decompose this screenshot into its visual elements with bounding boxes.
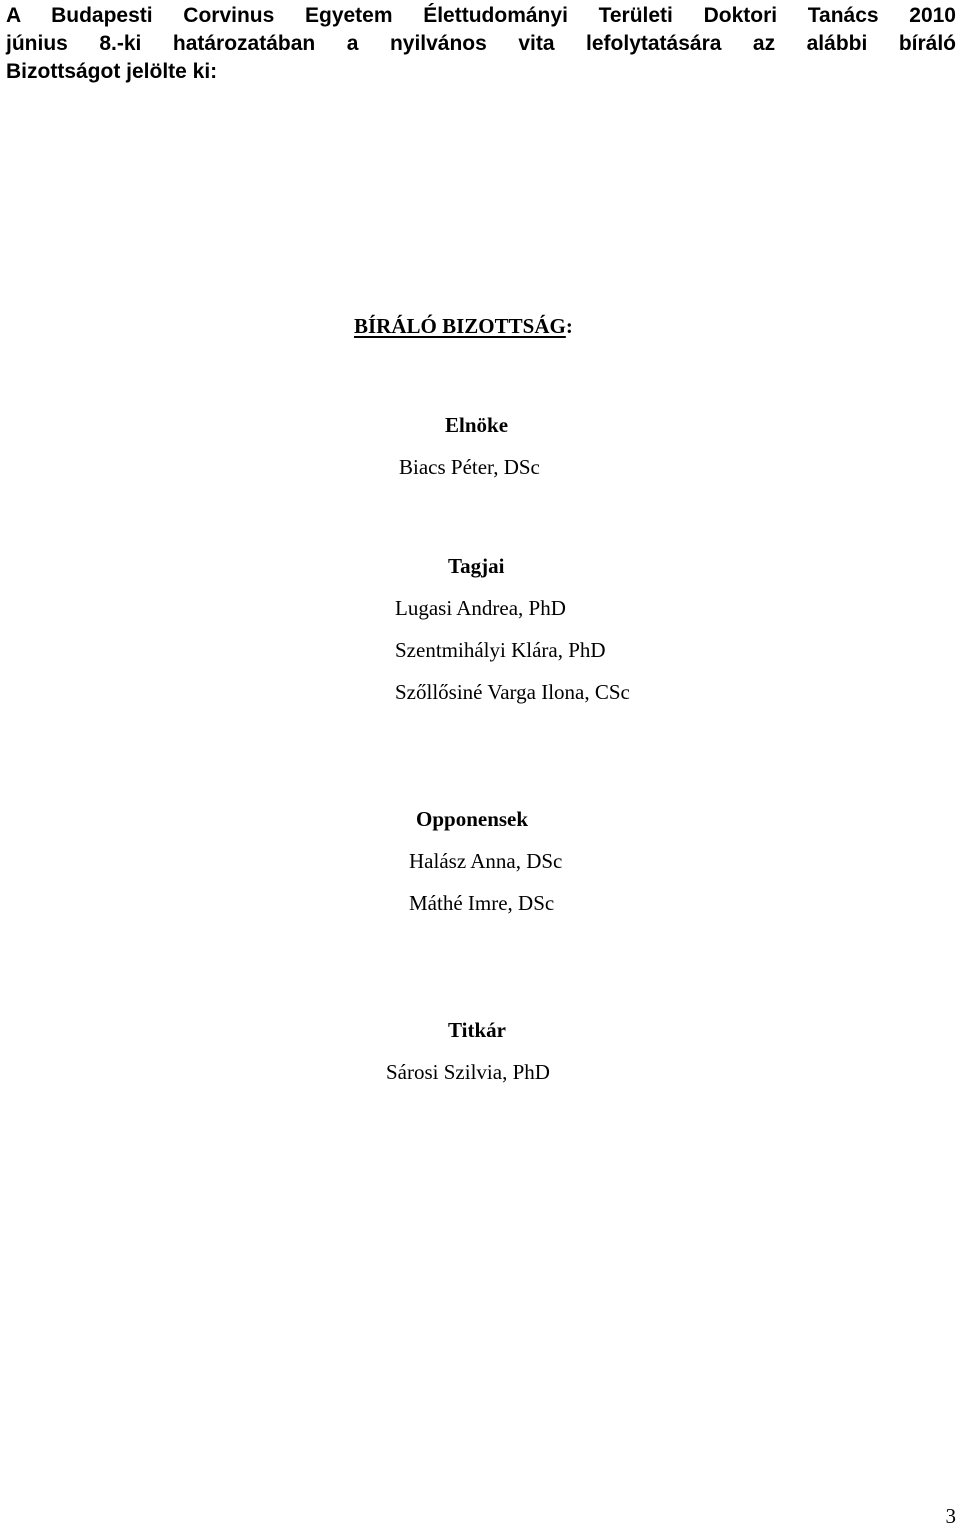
secretary-label: Titkár [448, 1018, 506, 1042]
opponent-1: Halász Anna, DSc [409, 849, 563, 873]
secretary-member: Sárosi Szilvia, PhD [386, 1060, 550, 1084]
intro-line-2: június 8.-ki határozatában a nyilvános vita lefolytatására az alábbi bíráló [6, 32, 956, 55]
chair-member: Biacs Péter, DSc [399, 455, 540, 479]
intro-line-1: A Budapesti Corvinus Egyetem Élettudományi Területi Doktori Tanács 2010 [6, 4, 956, 27]
intro-paragraph [6, 2, 956, 86]
member-3: Szőllősiné Varga Ilona, CSc [395, 680, 630, 704]
opponents-label: Opponensek [416, 807, 529, 831]
member-2: Szentmihályi Klára, PhD [395, 638, 606, 662]
committee-heading-text: BÍRÁLÓ BIZOTTSÁG [354, 314, 566, 338]
member-1: Lugasi Andrea, PhD [395, 596, 566, 620]
intro-line-3: Bizottságot jelölte ki: [6, 60, 218, 83]
committee-heading-colon: : [565, 314, 573, 338]
opponent-2: Máthé Imre, DSc [409, 891, 555, 915]
members-label: Tagjai [448, 554, 505, 578]
chair-label: Elnöke [445, 413, 509, 437]
committee-heading [354, 313, 573, 339]
page-number: 3 [945, 1504, 956, 1528]
